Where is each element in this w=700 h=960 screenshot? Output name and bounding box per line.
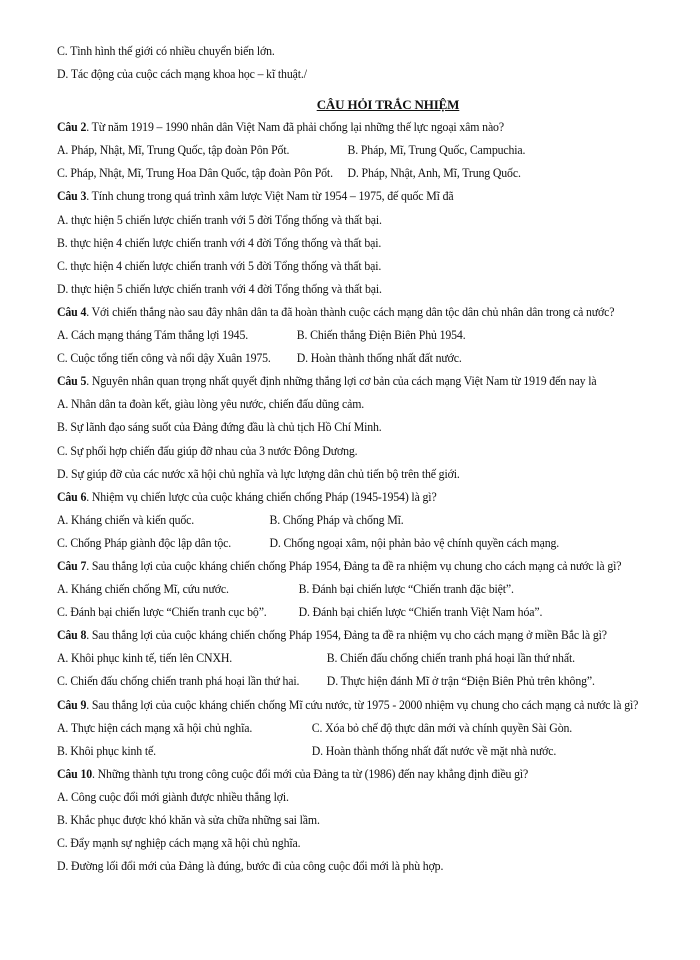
option-c: C. Đẩy mạnh sự nghiệp cách mạng xã hội chủ nghĩa. xyxy=(57,836,301,851)
option-b: B. Chiến thắng Điện Biên Phủ 1954. xyxy=(296,328,466,343)
question-6 xyxy=(57,486,632,509)
option-a: A. Pháp, Nhật, Mĩ, Trung Quốc, tập đoàn Pôn Pốt. xyxy=(57,143,290,158)
option-c: C. Chống Pháp giành độc lập dân tộc. xyxy=(57,535,232,550)
option-row xyxy=(57,601,632,624)
prev-option-c: C. Tình hình thế giới có nhiều chuyển biến lớn. xyxy=(57,44,275,58)
option-a: A. Nhân dân ta đoàn kết, giàu lòng yêu nước, chiến đấu dũng cảm. xyxy=(57,397,365,412)
option-c: C. thực hiện 4 chiến lược chiến tranh với 5 đời Tổng thống và thất bại. xyxy=(57,258,382,273)
question-label: Câu 2 xyxy=(57,120,87,135)
prev-option-d: D. Tác động của cuộc cách mạng khoa học – kĩ thuật./ xyxy=(57,67,307,82)
option-row xyxy=(57,509,632,532)
option-row xyxy=(57,578,632,601)
option-d: D. Đánh bại chiến lược “Chiến tranh Việt Nam hóa”. xyxy=(298,605,543,620)
question-label: Câu 6 xyxy=(57,489,87,504)
question-label: Câu 5 xyxy=(57,374,87,389)
option-c: C. Chiến đấu chống chiến tranh phá hoại lần thứ hai. xyxy=(57,674,300,689)
question-4 xyxy=(57,301,632,324)
option-b: B. Pháp, Mĩ, Trung Quốc, Campuchia. xyxy=(347,143,526,158)
option-d: D. Đường lối đổi mới của Đảng là đúng, bước đi của công cuộc đổi mới là phù hợp. xyxy=(57,859,444,874)
option-b: B. Khôi phục kinh tế. xyxy=(57,743,156,758)
question-text: . Sau thắng lợi của cuộc kháng chiến chống Pháp 1954, Đảng ta đề ra nhiệm vụ cho cách mạng ở miền Bắc là gì? xyxy=(86,628,607,643)
option-a: A. thực hiện 5 chiến lược chiến tranh với 5 đời Tổng thống và thất bại. xyxy=(57,212,382,227)
option-b: B. Sự lãnh đạo sáng suốt của Đảng đứng đầu là chủ tịch Hồ Chí Minh. xyxy=(57,420,382,435)
option-c: C. Pháp, Nhật, Mĩ, Trung Hoa Dân Quốc, tập đoàn Pôn Pốt. xyxy=(57,166,333,181)
option-a: A. Kháng chiến và kiến quốc. xyxy=(57,512,195,527)
option-c: C. Đánh bại chiến lược “Chiến tranh cục bộ”. xyxy=(57,605,267,620)
option-d: D. Chống ngoại xâm, nội phản bảo vệ chính quyền cách mạng. xyxy=(269,535,560,550)
option-c: C. Xóa bỏ chế độ thực dân mới và chính quyền Sài Gòn. xyxy=(311,720,573,735)
question-5 xyxy=(57,370,632,393)
option-d: D. Hoàn thành thống nhất đất nước. xyxy=(296,351,462,366)
question-label: Câu 9 xyxy=(57,697,87,712)
question-text: . Từ năm 1919 – 1990 nhân dân Việt Nam đã phải chống lại những thế lực ngoại xâm nào? xyxy=(86,120,504,135)
option-row xyxy=(57,740,632,763)
option-b: B. Chống Pháp và chống Mĩ. xyxy=(269,512,404,527)
question-3 xyxy=(57,185,632,208)
question-text: . Sau thắng lợi của cuộc kháng chiến chống Mĩ cứu nước, từ 1975 - 2000 nhiệm vụ chung cho cách mạng cả nước là gì? xyxy=(86,697,639,712)
option-d: D. Hoàn thành thống nhất đất nước về mặt nhà nước. xyxy=(311,743,557,758)
document-page xyxy=(57,40,669,878)
question-text: . Những thành tựu trong công cuộc đổi mới của Đảng ta từ (1986) đến nay khẳng định điều gì? xyxy=(92,766,529,781)
option-row xyxy=(57,324,632,347)
question-10 xyxy=(57,763,632,786)
option-row xyxy=(57,139,632,162)
question-label: Câu 10 xyxy=(57,766,93,781)
question-label: Câu 3 xyxy=(57,189,87,204)
question-7 xyxy=(57,555,632,578)
option-a: A. Kháng chiến chống Mĩ, cứu nước. xyxy=(57,582,229,597)
question-text: . Với chiến thắng nào sau đây nhân dân ta đã hoàn thành cuộc cách mạng dân tộc dân chủ nhân dân trong cả nước? xyxy=(86,304,615,319)
question-text: . Sau thắng lợi của cuộc kháng chiến chống Pháp 1954, Đảng ta đề ra nhiệm vụ chung cho cách mạng cả nước là gì? xyxy=(86,558,622,573)
option-b: B. Khắc phục được khó khăn và sửa chữa những sai lầm. xyxy=(57,813,320,827)
option-row xyxy=(57,717,632,740)
question-text: . Nguyên nhân quan trọng nhất quyết định những thắng lợi cơ bản của cách mạng Việt Nam từ 1919 đến nay là xyxy=(86,374,597,389)
question-label: Câu 8 xyxy=(57,628,87,643)
option-a: A. Công cuộc đổi mới giành được nhiều thắng lợi. xyxy=(57,789,289,804)
option-row xyxy=(57,647,632,670)
option-d: D. Sự giúp đỡ của các nước xã hội chủ nghĩa và lực lượng dân chủ tiến bộ trên thế giới. xyxy=(57,466,460,481)
question-8 xyxy=(57,624,632,647)
option-d: D. Pháp, Nhật, Anh, Mĩ, Trung Quốc. xyxy=(347,166,521,181)
question-text: . Tính chung trong quá trình xâm lược Việt Nam từ 1954 – 1975, đế quốc Mĩ đã xyxy=(86,189,454,204)
option-row xyxy=(57,532,632,555)
option-row xyxy=(57,670,632,693)
option-row xyxy=(57,347,632,370)
section-title: CÂU HỎI TRẮC NHIỆM xyxy=(316,97,460,113)
question-2 xyxy=(57,116,632,139)
option-a: A. Thực hiện cách mạng xã hội chủ nghĩa. xyxy=(57,720,253,735)
question-label: Câu 7 xyxy=(57,558,87,573)
option-a: A. Cách mạng tháng Tám thắng lợi 1945. xyxy=(57,328,249,343)
option-row xyxy=(57,162,632,185)
question-label: Câu 4 xyxy=(57,304,87,319)
question-9 xyxy=(57,694,639,717)
option-d: D. Thực hiện đánh Mĩ ở trận “Điện Biên Phủ trên không”. xyxy=(326,674,595,689)
option-c: C. Cuộc tổng tiến công và nổi dậy Xuân 1975. xyxy=(57,351,271,366)
option-d: D. thực hiện 5 chiến lược chiến tranh với 4 đời Tổng thống và thất bại. xyxy=(57,281,382,296)
option-b: B. thực hiện 4 chiến lược chiến tranh với 4 đời Tổng thống và thất bại. xyxy=(57,235,382,250)
option-b: B. Đánh bại chiến lược “Chiến tranh đặc biệt”. xyxy=(298,582,514,597)
question-text: . Nhiệm vụ chiến lược của cuộc kháng chiến chống Pháp (1945-1954) là gì? xyxy=(86,489,437,504)
option-a: A. Khôi phục kinh tế, tiến lên CNXH. xyxy=(57,651,233,666)
option-b: B. Chiến đấu chống chiến tranh phá hoại lần thứ nhất. xyxy=(326,651,575,666)
option-c: C. Sự phối hợp chiến đấu giúp đỡ nhau của 3 nước Đông Dương. xyxy=(57,443,358,458)
